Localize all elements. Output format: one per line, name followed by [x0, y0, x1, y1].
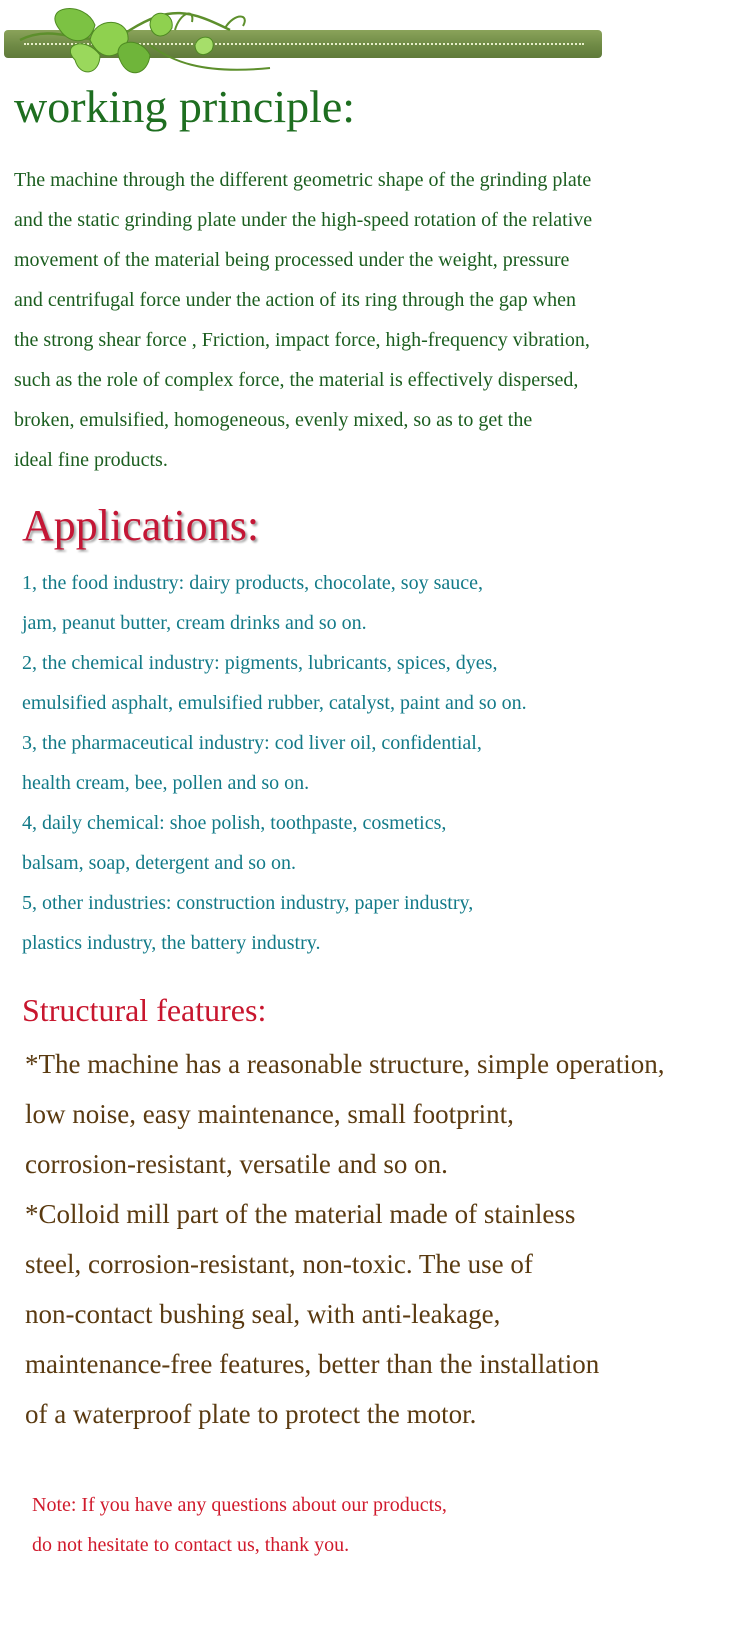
working-principle-text	[14, 160, 694, 480]
list-item: 5, other industries: construction industry, paper industry,	[22, 892, 474, 914]
note-line: Note: If you have any questions about our products,	[32, 1494, 447, 1516]
structural-features-text	[25, 1039, 665, 1439]
text-line: such as the role of complex force, the material is effectively dispersed,	[14, 369, 579, 391]
text-line: *Colloid mill part of the material made of stainless	[25, 1199, 576, 1229]
list-item: 3, the pharmaceutical industry: cod liver oil, confidential,	[22, 732, 482, 754]
text-line: the strong shear force , Friction, impact force, high-frequency vibration,	[14, 329, 590, 351]
list-item: balsam, soap, detergent and so on.	[22, 852, 297, 874]
list-item: 2, the chemical industry: pigments, lubricants, spices, dyes,	[22, 652, 498, 674]
list-item: health cream, bee, pollen and so on.	[22, 772, 310, 794]
text-line: non-contact bushing seal, with anti-leakage,	[25, 1299, 501, 1329]
text-line: *The machine has a reasonable structure, simple operation,	[25, 1049, 665, 1079]
text-line: and centrifugal force under the action of its ring through the gap when	[14, 289, 577, 311]
working-principle-heading: working principle:	[14, 81, 356, 132]
applications-heading: Applications:	[22, 501, 260, 550]
text-line: The machine through the different geometric shape of the grinding plate	[14, 169, 592, 191]
list-item: 1, the food industry: dairy products, chocolate, soy sauce,	[22, 572, 483, 594]
contact-note	[32, 1485, 447, 1565]
text-line: ideal fine products.	[14, 449, 168, 471]
text-line: movement of the material being processed under the weight, pressure	[14, 249, 570, 271]
list-item: plastics industry, the battery industry.	[22, 932, 321, 954]
list-item: 4, daily chemical: shoe polish, toothpaste, cosmetics,	[22, 812, 447, 834]
text-line: maintenance-free features, better than the installation	[25, 1349, 600, 1379]
text-line: broken, emulsified, homogeneous, evenly mixed, so as to get the	[14, 409, 533, 431]
text-line: low noise, easy maintenance, small footprint,	[25, 1099, 514, 1129]
applications-list	[22, 563, 527, 963]
list-item: jam, peanut butter, cream drinks and so on.	[22, 612, 367, 634]
text-line: and the static grinding plate under the high-speed rotation of the relative	[14, 209, 593, 231]
text-line: steel, corrosion-resistant, non-toxic. The use of	[25, 1249, 533, 1279]
text-line: of a waterproof plate to protect the motor.	[25, 1399, 477, 1429]
structural-features-heading: Structural features:	[22, 992, 267, 1028]
note-line: do not hesitate to contact us, thank you.	[32, 1534, 350, 1556]
list-item: emulsified asphalt, emulsified rubber, catalyst, paint and so on.	[22, 692, 527, 714]
text-line: corrosion-resistant, versatile and so on.	[25, 1149, 448, 1179]
